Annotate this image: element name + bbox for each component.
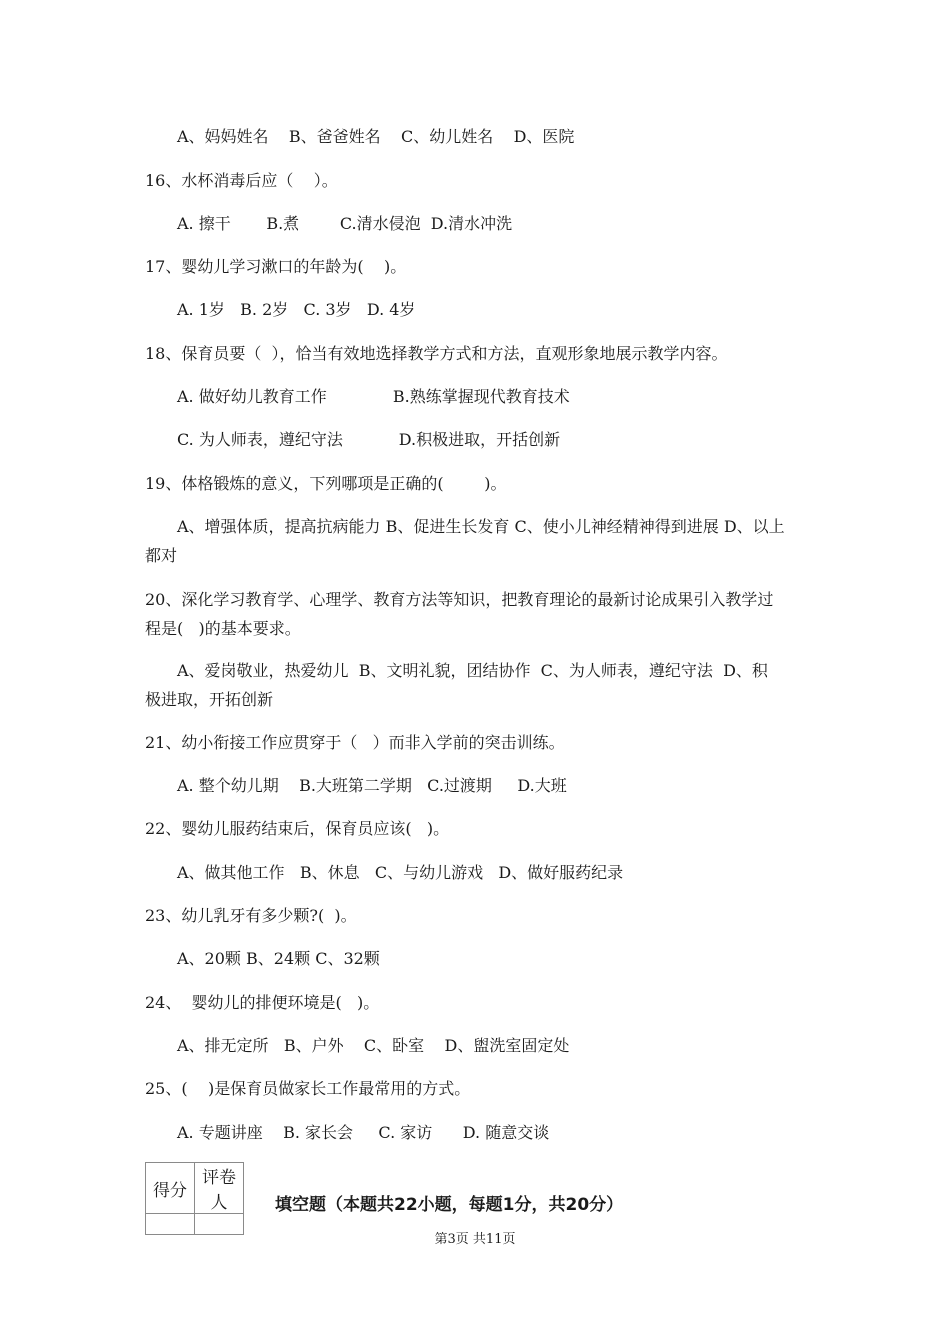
question-18: 18、保育员要（ ），恰当有效地选择教学方式和方法，直观形象地展示教学内容。 <box>145 344 728 363</box>
option-line: A、增强体质，提高抗病能力 B、促进生长发育 C、使小儿神经精神得到进展 D、以上 <box>177 517 785 536</box>
page-footer: 第3页 共11页 <box>434 1232 516 1247</box>
option-line: A、爱岗敬业，热爱幼儿 B、文明礼貌，团结协作 C、为人师表，遵纪守法 D、积 <box>177 661 768 680</box>
question-23: 23、幼儿乳牙有多少颗?( )。 <box>145 906 357 925</box>
question-19: 19、体格锻炼的意义，下列哪项是正确的( )。 <box>145 474 507 493</box>
option-line: A. 整个幼儿期 B.大班第二学期 C.过渡期 D.大班 <box>177 776 567 795</box>
option-line: A. 1岁 B. 2岁 C. 3岁 D. 4岁 <box>177 300 416 319</box>
option-line: C. 为人师表，遵纪守法 D.积极进取，开括创新 <box>177 430 561 449</box>
question-21: 21、幼小衔接工作应贯穿于（ ）而非入学前的突击训练。 <box>145 733 565 752</box>
option-line: A. 擦干 B.煮 C.清水侵泡 D.清水冲洗 <box>177 214 513 233</box>
option-line: A、20颗 B、24颗 C、32颗 <box>177 949 380 968</box>
option-line: A、做其他工作 B、休息 C、与幼儿游戏 D、做好服药纪录 <box>177 863 624 882</box>
grader-label: 评卷人 <box>195 1163 244 1214</box>
score-box <box>145 1162 244 1235</box>
score-label: 得分 <box>146 1163 195 1214</box>
question-20: 20、深化学习教育学、心理学、教育方法等知识，把教育理论的最新讨论成果引入教学过 <box>145 590 774 609</box>
question-17: 17、婴幼儿学习漱口的年龄为( )。 <box>145 257 407 276</box>
section-title: 填空题（本题共22小题，每题1分，共20分） <box>275 1195 624 1215</box>
question-25: 25、( )是保育员做家长工作最常用的方式。 <box>145 1079 471 1098</box>
option-line: A、妈妈姓名 B、爸爸姓名 C、幼儿姓名 D、医院 <box>177 127 575 146</box>
option-line-continued: 都对 <box>145 546 178 565</box>
option-line: A. 专题讲座 B. 家长会 C. 家访 D. 随意交谈 <box>177 1123 550 1142</box>
option-line: A、排无定所 B、户外 C、卧室 D、盥洗室固定处 <box>177 1036 570 1055</box>
question-20-continued: 程是( )的基本要求。 <box>145 619 301 638</box>
option-line: A. 做好幼儿教育工作 B.熟练掌握现代教育技术 <box>177 387 570 406</box>
question-16: 16、水杯消毒后应（ ）。 <box>145 171 338 190</box>
option-line-continued: 极进取，开拓创新 <box>145 690 274 709</box>
question-22: 22、婴幼儿服药结束后，保育员应该( )。 <box>145 819 450 838</box>
question-24: 24、 婴幼儿的排便环境是( )。 <box>145 993 380 1012</box>
